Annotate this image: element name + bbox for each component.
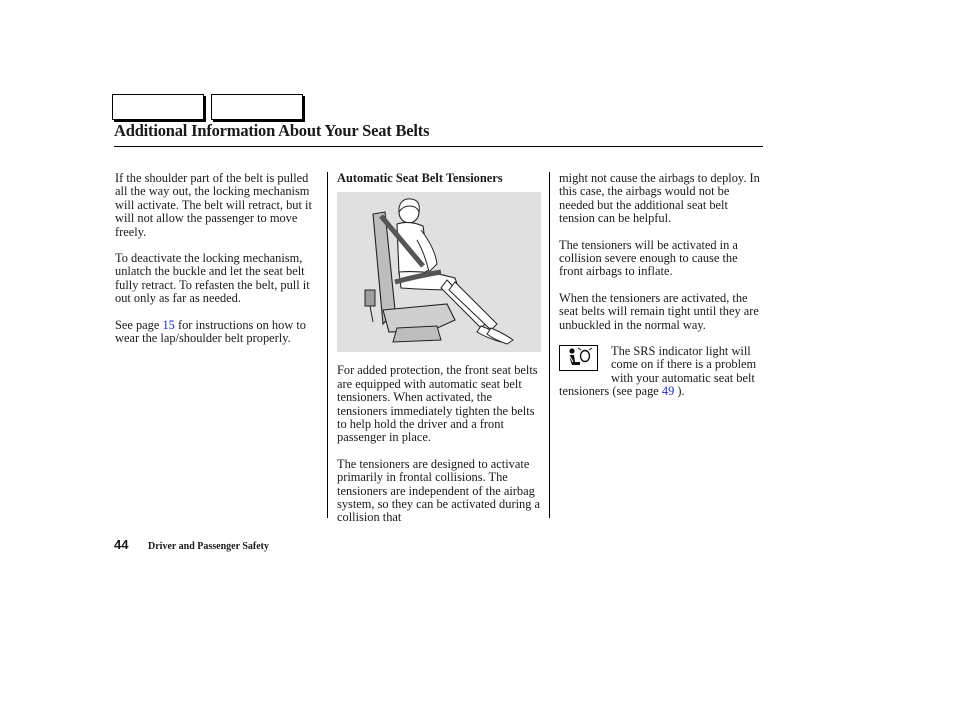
section-subheading: Automatic Seat Belt Tensioners [337,171,503,185]
srs-airbag-indicator-icon [559,345,598,371]
paragraph-locking-mechanism: If the shoulder part of the belt is pulled all the way out, the locking mechanism will activate. The belt will retract, but it will not allow the passenger to move freely. [115,171,312,239]
seated-passenger-with-seat-belt-illustration [337,192,541,352]
see-page-text-after: for instructions on how to wear the lap/shoulder belt properly. [115,317,306,346]
column-middle [337,172,545,538]
page-number: 44 [114,537,129,552]
page-link-49[interactable]: 49 [661,384,675,399]
paragraph-tensioners-designed: The tensioners are designed to activate primarily in frontal collisions. The tensioners are independent of the airbag system, so they can be activated during a collision that [337,456,541,525]
column-left [115,172,315,358]
paragraph-tensioners-activated-collision: The tensioners will be activated in a collision severe enough to cause the front airbags to inflate. [559,237,738,279]
nav-button-2[interactable] [211,94,303,120]
paragraph-airbags-continued: might not cause the airbags to deploy. In this case, the airbags would not be needed but the additional seat belt tension can be helpful. [559,171,760,226]
page-title: Additional Information About Your Seat Belts [114,121,430,140]
nav-button-1[interactable] [112,94,204,120]
paragraph-added-protection: For added protection, the front seat belts are equipped with automatic seat belt tensioners. When activated, the tensioners immediately tighten the belts to help hold the driver and a front passenger in place. [337,363,538,445]
column-divider [327,172,328,518]
section-name: Driver and Passenger Safety [148,541,270,552]
page-link-15[interactable]: 15 [162,317,175,332]
paragraph-belts-remain-tight: When the tensioners are activated, the seat belts will remain tight until they are unbuckled in the normal way. [559,290,759,332]
paragraph-see-page [115,319,315,346]
paragraph-deactivate-locking: To deactivate the locking mechanism, unlatch the buckle and let the seat belt fully retract. To refasten the belt, pull it out only as far as needed. [115,251,310,306]
srs-text: The SRS indicator light will come on if there is a problem with your automatic seat belt tensioners (see page [559,344,757,399]
paragraph-srs-indicator [559,345,763,399]
srs-text-after: ). [674,384,685,399]
column-right [559,172,763,412]
title-divider [114,146,763,147]
column-divider [549,172,550,518]
see-page-text: See page [115,317,163,332]
